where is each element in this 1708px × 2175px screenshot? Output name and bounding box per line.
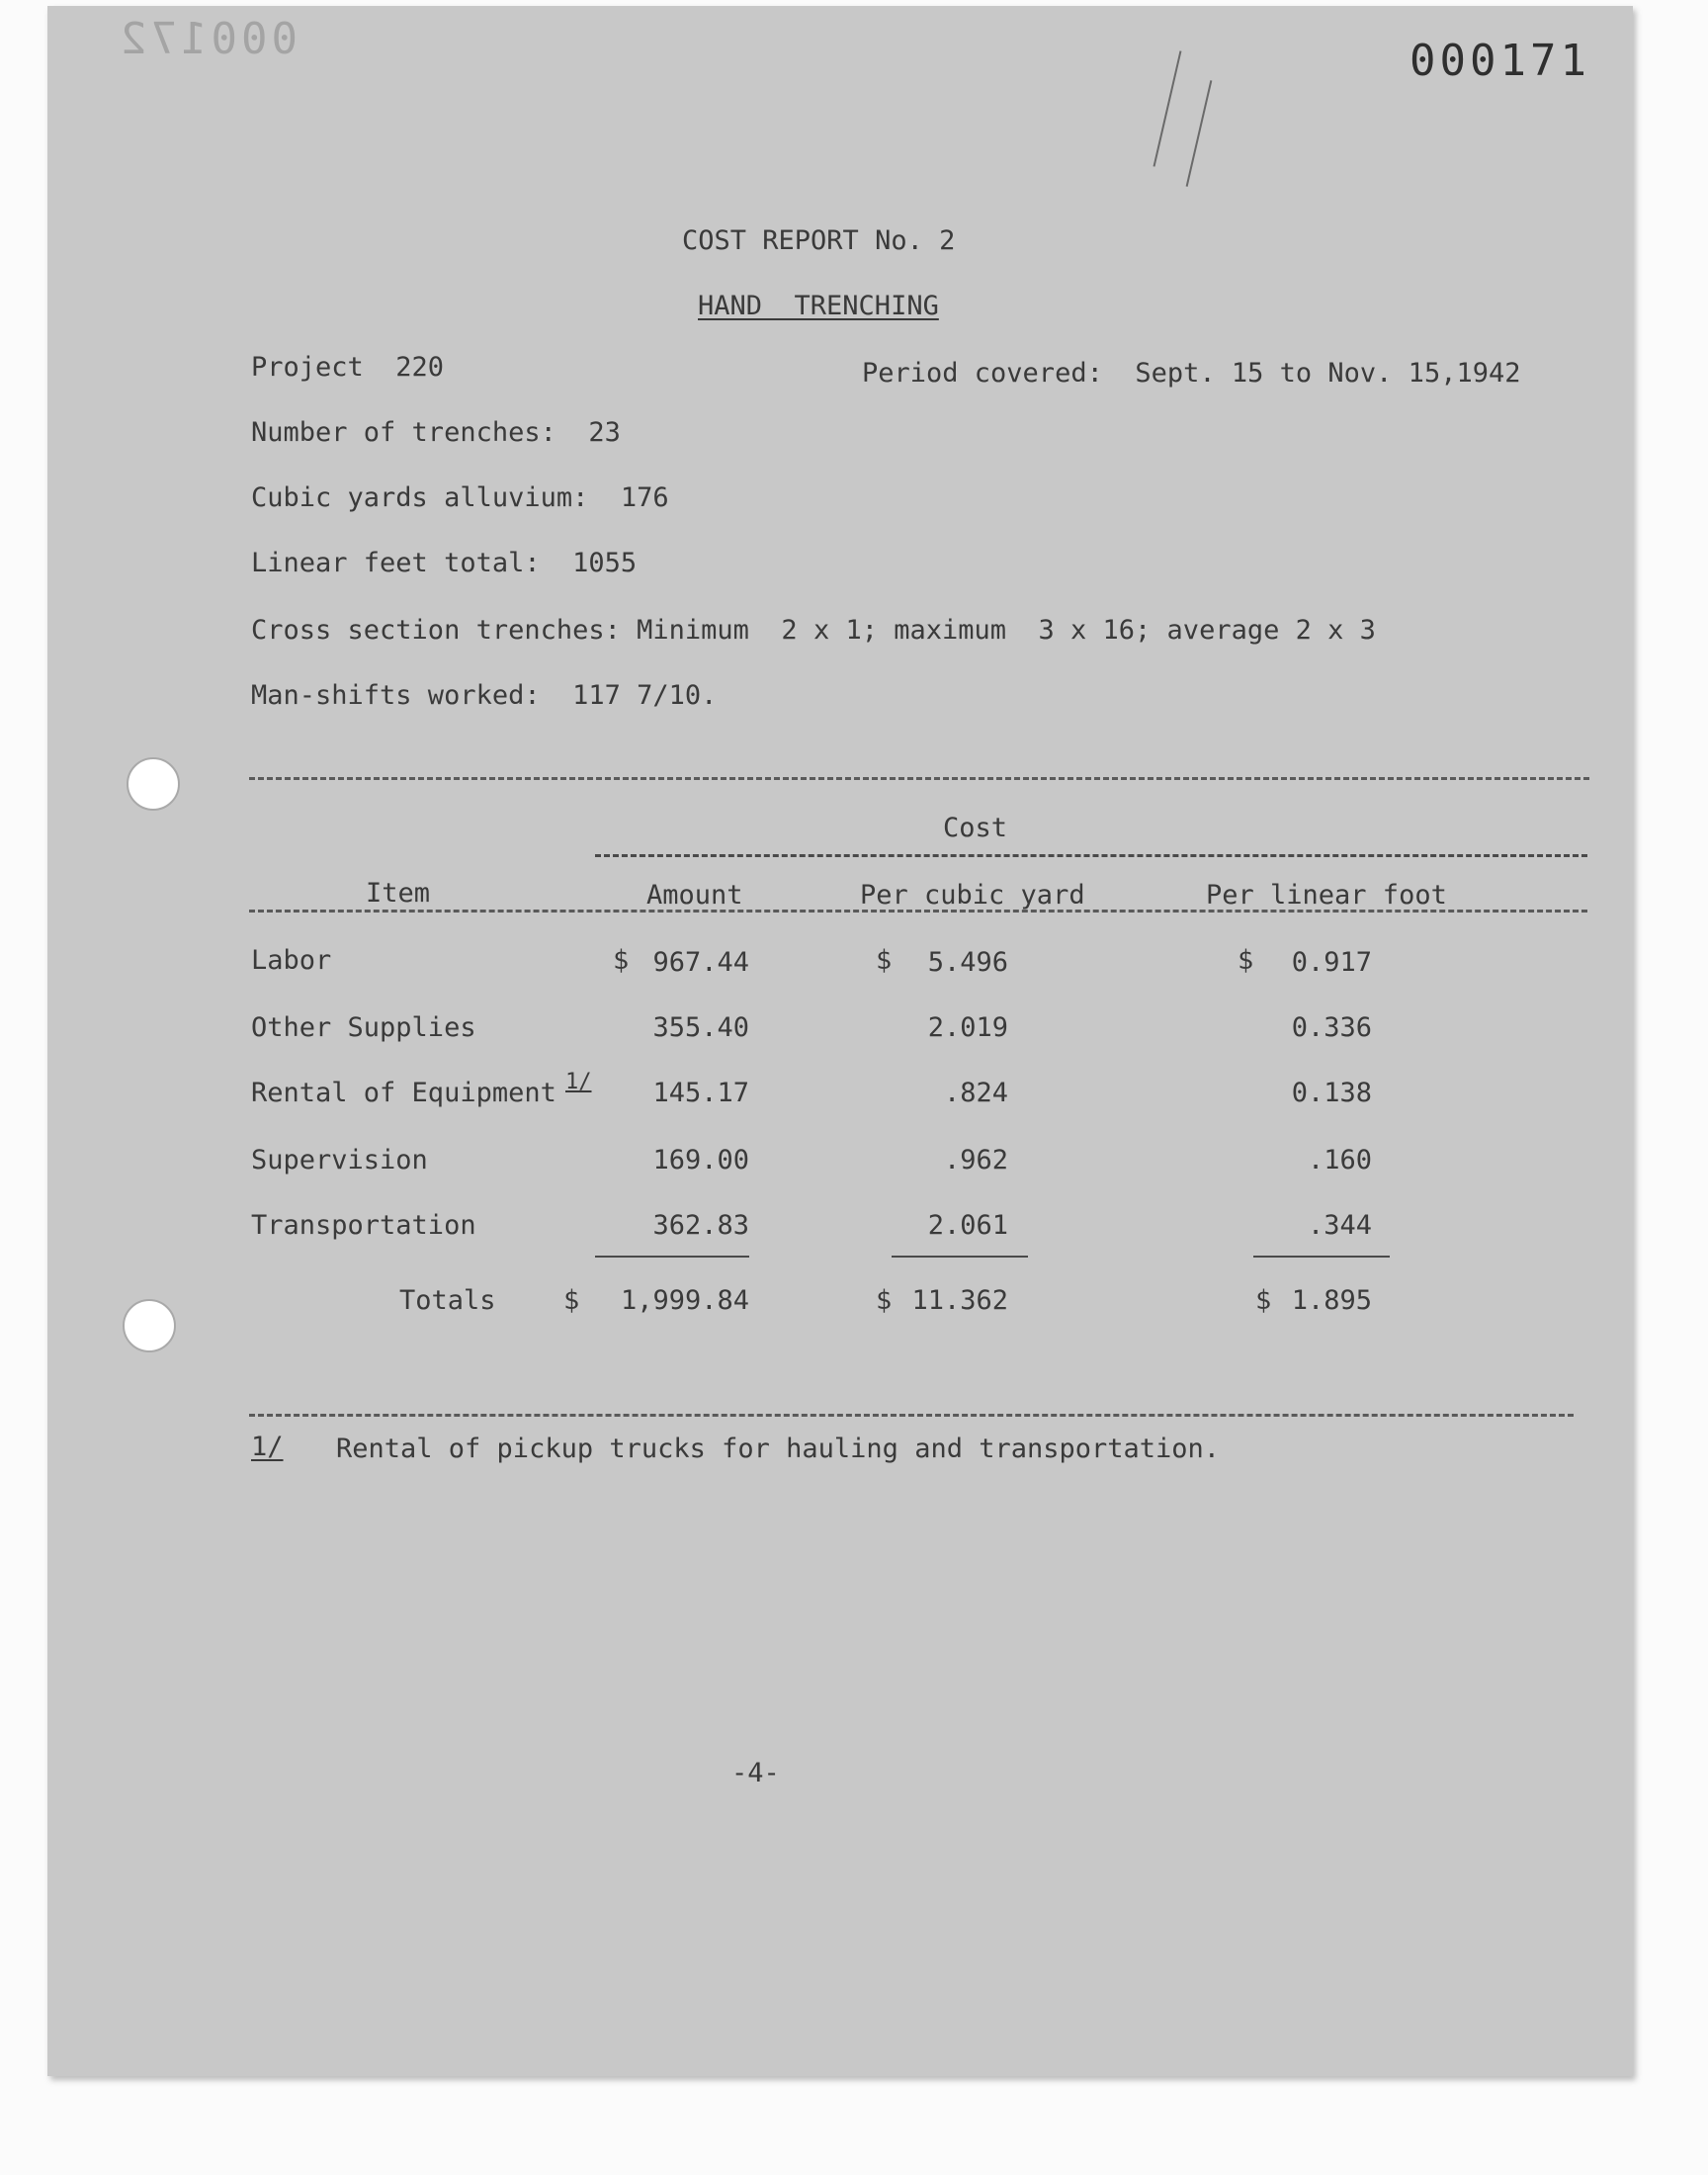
table-row-item: Supervision — [251, 1145, 428, 1175]
table-cell-per-linear-foot: 0.336 — [1291, 1012, 1372, 1043]
footnote-text: Rental of pickup trucks for hauling and transportation. — [336, 1434, 1221, 1464]
dollar-sign: $ — [1238, 945, 1254, 976]
number-of-trenches: Number of trenches: 23 — [251, 417, 621, 448]
cross-section-trenches: Cross section trenches: Minimum 2 x 1; maximum 3 x 16; average 2 x 3 — [251, 615, 1376, 646]
cubic-yards-alluvium: Cubic yards alluvium: 176 — [251, 482, 669, 513]
table-cell-per-cubic-yard: .824 — [943, 1078, 1008, 1108]
table-cell-per-linear-foot: 0.138 — [1291, 1078, 1372, 1108]
table-row-item: Other Supplies — [251, 1012, 476, 1043]
table-cell-amount: 355.40 — [652, 1012, 749, 1043]
dollar-sign: $ — [1255, 1285, 1272, 1316]
table-cell-amount: 145.17 — [652, 1078, 749, 1108]
dollar-sign: $ — [876, 945, 893, 976]
table-cell-per-linear-foot: .160 — [1307, 1145, 1372, 1175]
column-header-per-linear-foot: Per linear foot — [1206, 880, 1447, 911]
table-cell-amount: 169.00 — [652, 1145, 749, 1175]
table-cell-per-linear-foot: .344 — [1307, 1210, 1372, 1241]
column-header-per-cubic-yard: Per cubic yard — [860, 880, 1085, 911]
project-number: Project 220 — [251, 352, 445, 383]
table-row-item: Rental of Equipment — [251, 1078, 556, 1108]
totals-per-cubic-yard: 11.362 — [911, 1285, 1008, 1316]
report-subtitle: HAND TRENCHING — [698, 291, 939, 321]
subtotal-rule-amount — [595, 1256, 749, 1258]
page-number: -4- — [731, 1758, 780, 1788]
faint-stamp-number: 000172 — [117, 14, 298, 64]
table-row-item: Labor — [251, 945, 332, 976]
table-cell-per-linear-foot: 0.917 — [1291, 947, 1372, 978]
dollar-sign: $ — [563, 1285, 580, 1316]
punch-hole-top — [127, 757, 180, 811]
totals-label: Totals — [399, 1285, 496, 1316]
totals-per-linear-foot: 1.895 — [1291, 1285, 1372, 1316]
table-cell-per-cubic-yard: 2.019 — [927, 1012, 1008, 1043]
cost-header-rule — [595, 854, 1587, 857]
column-header-amount: Amount — [646, 880, 743, 911]
subtotal-rule-per-linear-foot — [1253, 1256, 1390, 1258]
totals-amount: 1,999.84 — [620, 1285, 749, 1316]
table-row-item: Transportation — [251, 1210, 476, 1241]
punch-hole-bottom — [123, 1299, 176, 1352]
subtotal-rule-per-cubic-yard — [892, 1256, 1028, 1258]
cost-group-header: Cost — [943, 813, 1008, 843]
period-covered: Period covered: Sept. 15 to Nov. 15,1942 — [862, 358, 1521, 389]
section-divider — [249, 777, 1589, 780]
table-cell-amount: 362.83 — [652, 1210, 749, 1241]
man-shifts-worked: Man-shifts worked: 117 7/10. — [251, 680, 718, 711]
table-cell-amount: 967.44 — [652, 947, 749, 978]
column-header-rule — [249, 910, 1587, 913]
table-cell-per-cubic-yard: 5.496 — [927, 947, 1008, 978]
table-cell-per-cubic-yard: 2.061 — [927, 1210, 1008, 1241]
footnote-divider — [249, 1414, 1574, 1417]
dollar-sign: $ — [876, 1285, 893, 1316]
document-number-stamp: 000171 — [1409, 36, 1590, 86]
dollar-sign: $ — [613, 945, 630, 976]
footnote-reference: 1/ — [565, 1070, 592, 1094]
footnote-marker: 1/ — [251, 1432, 284, 1462]
linear-feet-total: Linear feet total: 1055 — [251, 548, 638, 578]
report-title: COST REPORT No. 2 — [682, 225, 956, 256]
table-cell-per-cubic-yard: .962 — [943, 1145, 1008, 1175]
column-header-item: Item — [366, 878, 431, 909]
